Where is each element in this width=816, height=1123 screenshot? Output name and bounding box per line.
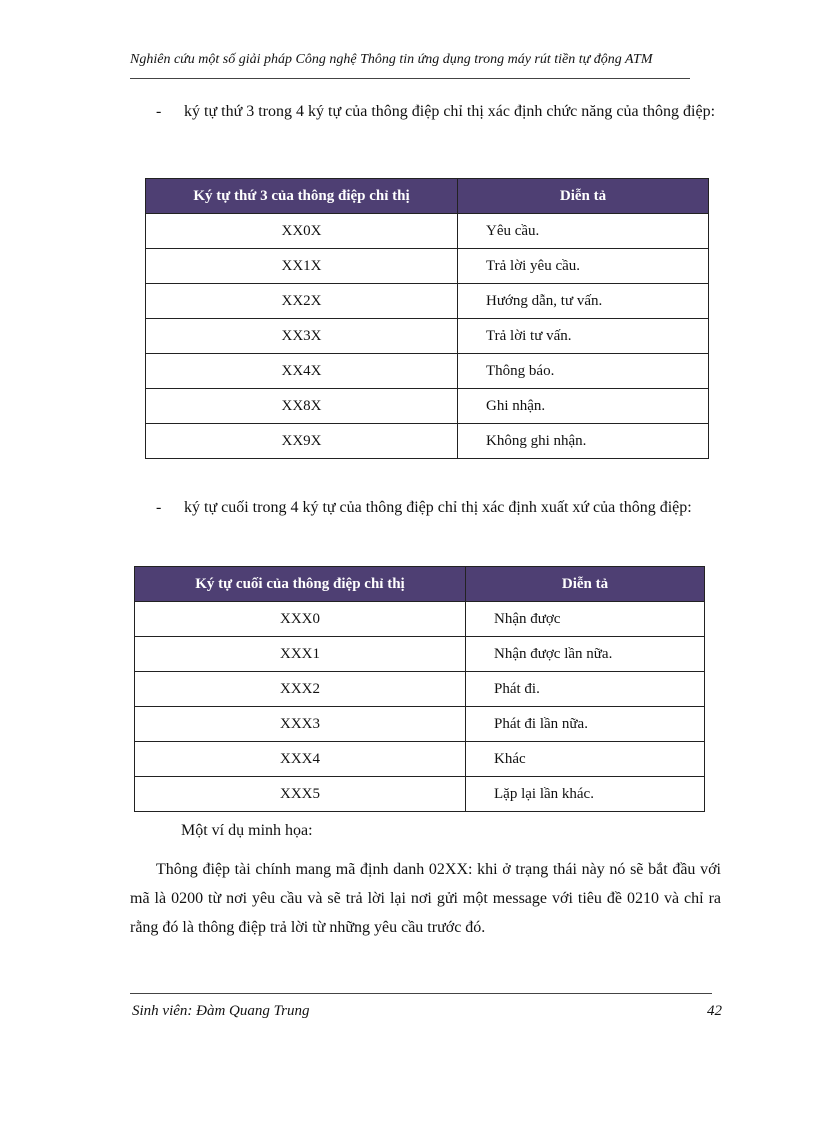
table-row (146, 389, 709, 424)
table-row (146, 284, 709, 319)
example-title: Một ví dụ minh họa: (181, 822, 313, 839)
table-header-row (135, 567, 705, 602)
table-row (135, 602, 705, 637)
description-cell: Trả lời tư vấn. (458, 319, 709, 354)
code-cell: XX8X (146, 389, 458, 424)
code-cell: XX1X (146, 249, 458, 284)
table-row (146, 249, 709, 284)
description-cell: Nhận được (466, 602, 705, 637)
paragraph-text: ký tự thứ 3 trong 4 ký tự của thông điệp chỉ thị xác định chức năng của thông điệp: (184, 103, 716, 120)
description-cell: Khác (466, 742, 705, 777)
table-row (146, 354, 709, 389)
footer-author: Sinh viên: Đàm Quang Trung (132, 1003, 310, 1019)
page-header-title: Nghiên cứu một số giải pháp Công nghệ Thông tin ứng dụng trong máy rút tiền tự động ATM (130, 52, 653, 67)
code-cell: XXX2 (135, 672, 466, 707)
description-cell: Phát đi lần nữa. (466, 707, 705, 742)
paragraph-last-char (130, 497, 720, 519)
description-cell: Yêu cầu. (458, 214, 709, 249)
table-row (146, 214, 709, 249)
table-row (135, 742, 705, 777)
last-char-table (134, 566, 705, 812)
code-cell: XXX0 (135, 602, 466, 637)
table-header-row (146, 179, 709, 214)
code-cell: XX0X (146, 214, 458, 249)
code-cell: XX3X (146, 319, 458, 354)
description-cell: Trả lời yêu cầu. (458, 249, 709, 284)
footer-rule (130, 993, 712, 994)
bullet-dash: - (156, 103, 162, 120)
description-cell: Hướng dẫn, tư vấn. (458, 284, 709, 319)
header-rule (130, 78, 690, 79)
code-cell: XXX1 (135, 637, 466, 672)
example-body: Thông điệp tài chính mang mã định danh 02XX: khi ở trạng thái này nó sẽ bắt đầu với mã là 0200 từ nơi yêu cầu và sẽ trả lời lại nơi gửi một message với tiêu đề 0210 và chỉ ra rằng đó là thông điệp trả lời từ những yêu cầu trước đó. (130, 861, 721, 936)
table-row (135, 707, 705, 742)
paragraph-text: ký tự cuối trong 4 ký tự của thông điệp chỉ thị xác định xuất xứ của thông điệp: (184, 499, 692, 516)
code-cell: XX4X (146, 354, 458, 389)
bullet-dash: - (156, 499, 162, 516)
table-row (135, 777, 705, 812)
page-number: 42 (707, 1003, 722, 1019)
column-header-code: Ký tự cuối của thông điệp chỉ thị (135, 567, 466, 602)
table-row (135, 672, 705, 707)
code-cell: XX2X (146, 284, 458, 319)
code-cell: XXX3 (135, 707, 466, 742)
column-header-description: Diễn tả (466, 567, 705, 602)
description-cell: Ghi nhận. (458, 389, 709, 424)
third-char-table (145, 178, 709, 459)
table-row (146, 319, 709, 354)
description-cell: Lặp lại lần khác. (466, 777, 705, 812)
description-cell: Không ghi nhận. (458, 424, 709, 459)
code-cell: XXX5 (135, 777, 466, 812)
description-cell: Nhận được lần nữa. (466, 637, 705, 672)
code-cell: XXX4 (135, 742, 466, 777)
description-cell: Thông báo. (458, 354, 709, 389)
table-row (146, 424, 709, 459)
description-cell: Phát đi. (466, 672, 705, 707)
paragraph-third-char (130, 101, 720, 123)
column-header-code: Ký tự thứ 3 của thông điệp chỉ thị (146, 179, 458, 214)
code-cell: XX9X (146, 424, 458, 459)
column-header-description: Diễn tả (458, 179, 709, 214)
table-row (135, 637, 705, 672)
